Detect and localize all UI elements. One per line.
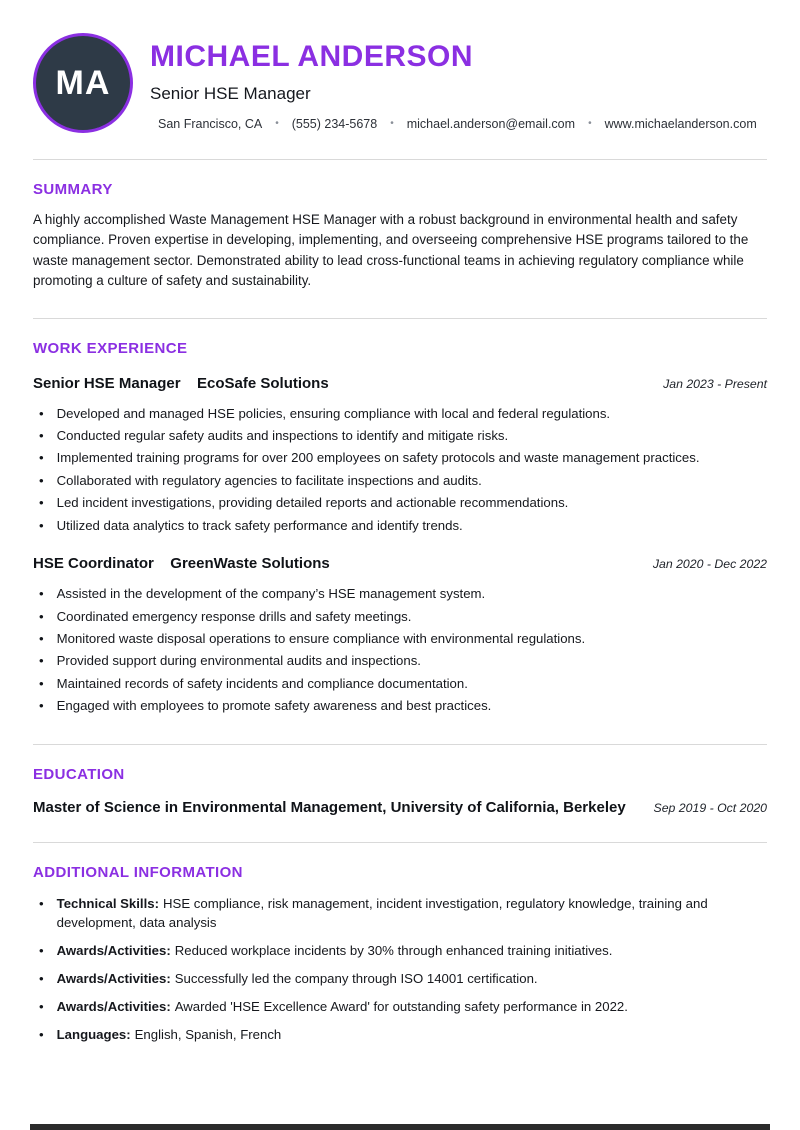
job-dates: Jan 2023 - Present: [663, 376, 767, 391]
additional-info-text: [57, 1025, 282, 1044]
additional-info-text: [57, 894, 767, 932]
job-bullet: [33, 492, 767, 514]
bullet-icon: •: [39, 653, 44, 669]
bullet-icon: •: [39, 999, 44, 1015]
additional-info-text: [57, 969, 538, 988]
additional-info-item: [33, 997, 767, 1016]
additional-info-item: [33, 894, 767, 932]
job-bullet: [33, 695, 767, 717]
additional-info-label: Awards/Activities:: [56, 943, 171, 959]
job-bullet-text: Monitored waste disposal operations to ensure compliance with environmental regulations.: [56, 631, 586, 646]
additional-info-label: Languages:: [56, 1027, 131, 1043]
job-company: EcoSafe Solutions: [197, 374, 329, 392]
section-divider: [33, 842, 767, 843]
job-title-line: [33, 555, 330, 573]
bullet-icon: •: [39, 608, 44, 624]
additional-info-text: [57, 941, 613, 960]
job-entry: [33, 555, 767, 718]
job-header: [33, 555, 767, 573]
bullet-icon: •: [39, 495, 44, 511]
bullet-icon: •: [39, 405, 44, 421]
additional-info-value: Reduced workplace incidents by 30% through enhanced training initiatives.: [174, 943, 613, 959]
bullet-icon: •: [39, 631, 44, 646]
job-bullet: [33, 425, 767, 447]
bullet-icon: •: [39, 472, 44, 488]
job-bullet: [33, 583, 767, 605]
degree-title: Master of Science in Environmental Management, University of California, Berkeley: [33, 798, 626, 816]
job-bullet: [33, 515, 767, 537]
additional-info-value: English, Spanish, French: [134, 1027, 282, 1043]
job-bullet: [33, 673, 767, 695]
additional-info-label: Technical Skills:: [56, 895, 159, 911]
resume-header: [33, 33, 767, 133]
job-bullet: [33, 403, 767, 425]
contact-website: www.michaelanderson.com: [604, 117, 757, 131]
job-bullet-text: Utilized data analytics to track safety performance and identify trends.: [56, 517, 463, 533]
additional-info-value: Successfully led the company through ISO 14001 certification.: [174, 971, 538, 987]
additional-info-item: [33, 1025, 767, 1044]
contact-email: michael.anderson@email.com: [406, 117, 576, 131]
contact-row: [158, 117, 757, 131]
candidate-name: MICHAEL ANDERSON: [150, 40, 474, 73]
summary-heading: SUMMARY: [33, 181, 113, 198]
job-title: HSE Coordinator: [33, 555, 154, 573]
job-bullet-text: Engaged with employees to promote safety awareness and best practices.: [56, 698, 492, 714]
separator-dot-icon: •: [588, 118, 592, 129]
bullet-icon: •: [39, 675, 44, 691]
bullet-icon: •: [39, 517, 44, 533]
bullet-icon: •: [39, 943, 44, 959]
bullet-icon: •: [39, 971, 44, 987]
job-bullet-text: Implemented training programs for over 200 employees on safety protocols and waste management practices.: [56, 450, 700, 466]
job-bullet-text: Conducted regular safety audits and inspections to identify and mitigate risks.: [56, 427, 509, 443]
job-bullet-text: Assisted in the development of the company’s HSE management system.: [56, 586, 486, 602]
page-break-bar: [30, 1124, 770, 1130]
additional-info-list: [33, 894, 767, 1045]
section-divider: [33, 744, 767, 745]
additional-info-value: HSE compliance, risk management, incident investigation, regulatory knowledge, training and development, data analysis: [56, 895, 708, 930]
additional-info-item: [33, 941, 767, 960]
separator-dot-icon: •: [275, 118, 279, 129]
additional-info-label: Awards/Activities:: [56, 999, 171, 1015]
contact-phone: (555) 234-5678: [291, 117, 378, 131]
job-bullet-list: [33, 403, 767, 538]
additional-info-item: [33, 969, 767, 988]
job-dates: Jan 2020 - Dec 2022: [652, 557, 767, 572]
education-dates: Sep 2019 - Oct 2020: [653, 800, 767, 815]
bullet-icon: •: [39, 698, 44, 714]
section-divider: [33, 159, 767, 160]
job-bullet: [33, 650, 767, 672]
bullet-icon: •: [39, 450, 44, 466]
education-heading: EDUCATION: [33, 765, 125, 783]
section-divider: [33, 318, 767, 319]
job-bullet-text: Collaborated with regulatory agencies to facilitate inspections and audits.: [56, 472, 482, 488]
additional-info-label: Awards/Activities:: [56, 971, 171, 987]
job-entry: [33, 375, 767, 538]
job-bullet: [33, 470, 767, 492]
job-bullet-text: Maintained records of safety incidents and compliance documentation.: [56, 675, 468, 691]
contact-location: San Francisco, CA: [158, 117, 263, 131]
job-bullet: [33, 606, 767, 628]
job-bullet-list: [33, 583, 767, 718]
education-entry: [33, 799, 767, 816]
header-text: [150, 33, 757, 131]
summary-text: A highly accomplished Waste Management HSE Manager with a robust background in environmental health and safety compliance. Proven expertise in developing, implementing, and overseeing comprehensive HSE programs tailored to the waste management sector. Demonstrated ability to lead cross-functional teams in achieving regulatory compliance while promoting a culture of safety and sustainability.: [33, 212, 749, 289]
job-header: [33, 375, 767, 393]
additional-info-text: [57, 997, 628, 1016]
additional-info-value: Awarded 'HSE Excellence Award' for outstanding safety performance in 2022.: [174, 999, 628, 1015]
bullet-icon: •: [39, 1027, 44, 1043]
job-bullet-text: Provided support during environmental audits and inspections.: [56, 653, 421, 669]
job-title-line: [33, 375, 329, 393]
experience-heading: WORK EXPERIENCE: [33, 339, 188, 357]
bullet-icon: •: [39, 586, 44, 602]
job-bullet-text: Coordinated emergency response drills and safety meetings.: [56, 608, 412, 624]
job-bullet: [33, 628, 767, 650]
job-title: Senior HSE Manager: [33, 374, 181, 392]
job-bullet: [33, 447, 767, 469]
separator-dot-icon: •: [390, 118, 394, 129]
bullet-icon: •: [39, 427, 44, 443]
job-company: GreenWaste Solutions: [170, 555, 330, 573]
bullet-icon: •: [39, 895, 44, 911]
additional-info-heading: ADDITIONAL INFORMATION: [33, 863, 243, 881]
job-bullet-text: Led incident investigations, providing detailed reports and actionable recommendations.: [56, 495, 569, 511]
candidate-title: Senior HSE Manager: [150, 84, 311, 103]
avatar: [33, 33, 133, 133]
job-bullet-text: Developed and managed HSE policies, ensuring compliance with local and federal regulations.: [56, 405, 611, 421]
avatar-initials: MA: [55, 63, 111, 102]
